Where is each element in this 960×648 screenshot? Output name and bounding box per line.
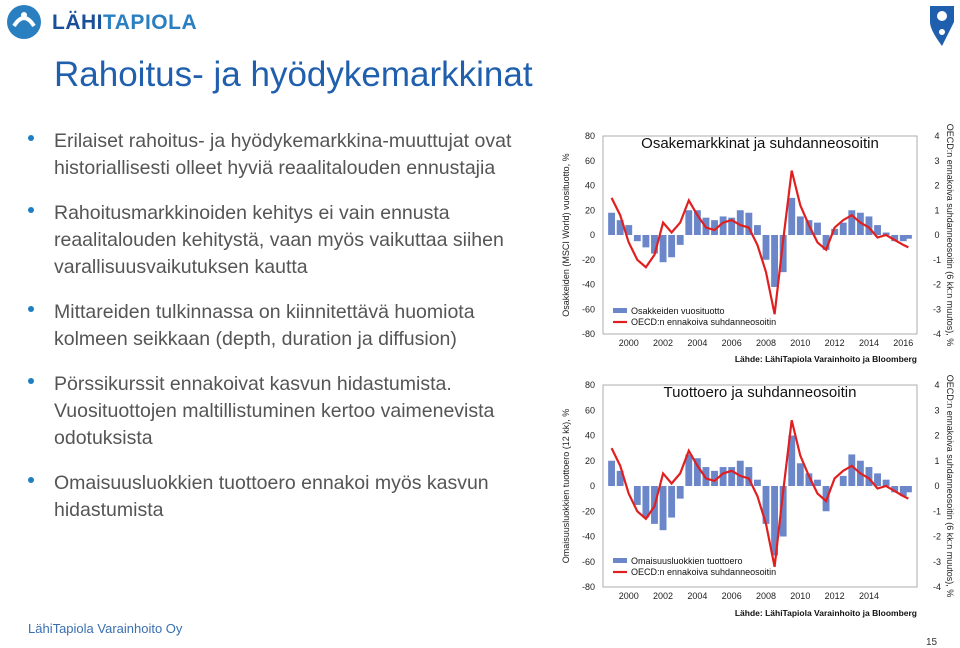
bar xyxy=(905,486,912,492)
legend-label: OECD:n ennakoiva suhdanneosoitin xyxy=(631,567,777,577)
bar xyxy=(677,486,684,499)
x-tick-label: 2014 xyxy=(858,338,879,348)
bar xyxy=(763,235,770,260)
bar xyxy=(668,486,675,518)
y-tick-label: -20 xyxy=(581,254,595,265)
bullet-item xyxy=(28,371,538,452)
bullet-text: Rahoitusmarkkinoiden kehitys ei vain ennusta reaalitalouden kehitystä, vaan myös vaikuttaa siihen varallisuusvaikutuksen kautta xyxy=(54,202,504,278)
bullet-dot-icon xyxy=(28,378,34,384)
x-tick-label: 2004 xyxy=(687,591,708,601)
bar xyxy=(660,486,667,530)
y2-tick-label: 2 xyxy=(934,180,940,191)
y2-tick-label: -2 xyxy=(932,531,942,542)
y-tick-label: 0 xyxy=(589,230,595,240)
x-tick-label: 2002 xyxy=(653,591,674,601)
bar xyxy=(668,235,675,257)
y-tick-label: 20 xyxy=(584,205,595,216)
bullet-dot-icon xyxy=(28,306,34,312)
bullet-item xyxy=(28,299,538,353)
chart-source: Lähde: LähiTapiola Varainhoito ja Bloomberg xyxy=(734,608,917,618)
y2-tick-label: -1 xyxy=(932,254,942,265)
bar xyxy=(677,235,684,245)
y2-tick-label: 2 xyxy=(934,430,940,441)
bar xyxy=(634,486,641,505)
x-tick-label: 2010 xyxy=(790,338,811,348)
bar xyxy=(788,198,795,235)
chart-stock-markets xyxy=(555,118,960,370)
crest-icon xyxy=(920,0,960,50)
bar xyxy=(685,210,692,235)
y-tick-label: 40 xyxy=(584,430,595,441)
legend-bar-swatch xyxy=(613,308,627,313)
y-tick-label: 20 xyxy=(584,455,595,466)
page-number: 15 xyxy=(926,637,938,648)
x-tick-label: 2006 xyxy=(721,591,742,601)
chart-title: Osakemarkkinat ja suhdanneosoitin xyxy=(641,135,879,152)
y-tick-label: -80 xyxy=(581,582,595,592)
bullet-item xyxy=(28,128,538,182)
bar xyxy=(797,463,804,486)
y2-tick-label: -3 xyxy=(932,304,942,315)
x-tick-label: 2002 xyxy=(653,338,674,348)
bullet-item xyxy=(28,200,538,281)
bar xyxy=(660,235,667,262)
bullet-text: Pörssikurssit ennakoivat kasvun hidastumista. Vuosituottojen maltillistuminen kertoo vaimenevista odotuksista xyxy=(54,373,495,449)
bullet-dot-icon xyxy=(28,207,34,213)
y-tick-label: 60 xyxy=(584,155,595,166)
chart-title: Tuottoero ja suhdanneosoitin xyxy=(663,384,857,401)
bar xyxy=(642,486,649,518)
y-tick-label: -80 xyxy=(581,329,595,339)
footer-company: LähiTapiola Varainhoito Oy xyxy=(28,621,183,636)
logo-text-name: TAPIOLA xyxy=(103,11,198,34)
logo-text-prefix: LÄHI xyxy=(52,11,103,34)
bar xyxy=(840,476,847,486)
y2-tick-label: 0 xyxy=(934,481,940,491)
x-tick-label: 2006 xyxy=(721,338,742,348)
y2-tick-label: 0 xyxy=(934,230,940,240)
y-tick-label: -40 xyxy=(581,531,595,542)
bar xyxy=(754,225,761,235)
bar xyxy=(754,480,761,486)
bullet-text: Erilaiset rahoitus- ja hyödykemarkkina-muuttujat ovat historiallisesti olleet hyviä reaalitalouden ennustajia xyxy=(54,130,512,179)
y2-tick-label: 3 xyxy=(934,405,940,416)
x-tick-label: 2000 xyxy=(618,591,639,601)
y2-tick-label: 1 xyxy=(934,455,940,466)
y2-tick-label: -1 xyxy=(932,506,942,517)
y-tick-label: -40 xyxy=(581,279,595,290)
x-tick-label: 2008 xyxy=(755,591,777,601)
bar xyxy=(608,461,615,486)
bar xyxy=(814,223,821,235)
bar xyxy=(814,480,821,486)
bar xyxy=(771,235,778,287)
bullet-list xyxy=(28,128,538,542)
bar xyxy=(642,235,649,247)
bar xyxy=(848,454,855,486)
bullet-item xyxy=(28,470,538,524)
bullet-text: Omaisuusluokkien tuottoero ennakoi myös kasvun hidastumista xyxy=(54,472,489,521)
x-tick-label: 2008 xyxy=(755,338,777,348)
bar xyxy=(840,223,847,235)
bullet-dot-icon xyxy=(28,135,34,141)
bar xyxy=(797,216,804,235)
y2-tick-label: 4 xyxy=(934,380,940,390)
bar xyxy=(905,235,912,239)
page-title: Rahoitus- ja hyödykemarkkinat xyxy=(54,55,533,94)
y2-axis-label: OECD:n ennakoiva suhdanneosoitin (6 kk:n muutos), % xyxy=(945,123,955,347)
y-tick-label: 80 xyxy=(584,380,595,390)
x-tick-label: 2000 xyxy=(618,338,639,348)
legend-label: Omaisuusluokkien tuottoero xyxy=(631,556,743,566)
y2-tick-label: 3 xyxy=(934,155,940,166)
y-tick-label: -60 xyxy=(581,556,595,567)
chart-return-spread xyxy=(555,365,960,620)
y2-tick-label: -3 xyxy=(932,556,942,567)
legend-label: OECD:n ennakoiva suhdanneosoitin xyxy=(631,317,777,327)
lahitapiola-logo xyxy=(2,2,202,42)
y-tick-label: 40 xyxy=(584,180,595,191)
bar xyxy=(634,235,641,241)
legend-bar-swatch xyxy=(613,558,627,563)
y2-tick-label: -4 xyxy=(932,582,942,592)
y2-tick-label: -2 xyxy=(932,279,942,290)
x-tick-label: 2012 xyxy=(824,338,845,348)
y2-tick-label: -4 xyxy=(932,329,942,339)
bar xyxy=(608,213,615,235)
chart-source: Lähde: LähiTapiola Varainhoito ja Bloomberg xyxy=(734,354,917,364)
x-tick-label: 2014 xyxy=(858,591,879,601)
y-tick-label: 80 xyxy=(584,131,595,141)
y-axis-label: Omaisuusluokkien tuottoero (12 kk), % xyxy=(561,408,571,564)
logo-mark-icon xyxy=(2,2,46,42)
y2-axis-label: OECD:n ennakoiva suhdanneosoitin (6 kk:n muutos), % xyxy=(945,374,955,598)
x-tick-label: 2010 xyxy=(790,591,811,601)
y-tick-label: -20 xyxy=(581,506,595,517)
y2-tick-label: 1 xyxy=(934,205,940,216)
y-tick-label: 60 xyxy=(584,405,595,416)
x-tick-label: 2004 xyxy=(687,338,708,348)
y-tick-label: 0 xyxy=(589,481,595,491)
bullet-dot-icon xyxy=(28,477,34,483)
y-axis-label: Osakkeiden (MSCI World) vuosituotto, % xyxy=(561,153,571,317)
bullet-text: Mittareiden tulkinnassa on kiinnitettävä huomiota kolmeen seikkaan (depth, duration ja diffusion) xyxy=(54,301,475,350)
y-tick-label: -60 xyxy=(581,304,595,315)
y2-tick-label: 4 xyxy=(934,131,940,141)
x-tick-label: 2012 xyxy=(824,591,845,601)
x-tick-label: 2016 xyxy=(893,338,914,348)
legend-label: Osakkeiden vuosituotto xyxy=(631,306,725,316)
